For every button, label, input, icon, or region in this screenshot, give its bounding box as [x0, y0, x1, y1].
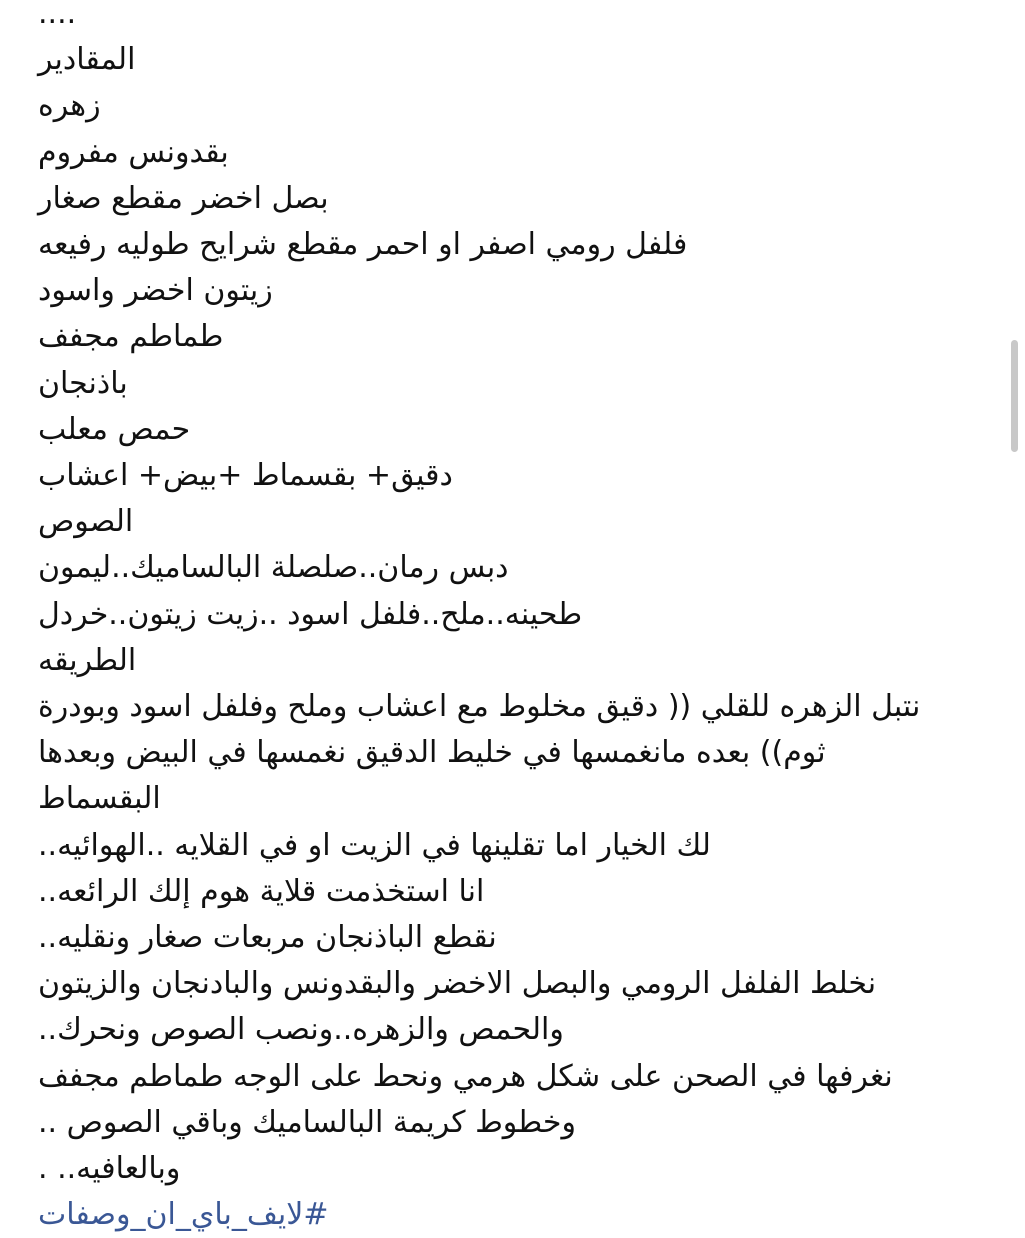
text-line: بصل اخضر مقطع صغار — [38, 180, 329, 216]
text-line: ثوم)) بعده مانغمسها في خليط الدقيق نغمسها في البيض وبعدها — [38, 735, 826, 771]
text-line: لك الخيار اما تقلينها في الزيت او في القلايه ..الهوائيه.. — [38, 827, 711, 863]
text-line: وبالعافيه.. . — [38, 1151, 181, 1187]
scrollbar-thumb[interactable] — [1011, 340, 1018, 452]
text-line: دقيق+ بقسماط +بيض+ اعشاب — [38, 458, 453, 494]
text-line: نقطع الباذنجان مربعات صغار ونقليه.. — [38, 920, 497, 956]
text-line: نخلط الفلفل الرومي والبصل الاخضر والبقدونس والبادنجان والزيتون — [38, 966, 877, 1002]
text-line: انا استخذمت قلاية هوم إلك الرائعه.. — [38, 873, 485, 909]
text-line: فلفل رومي اصفر او احمر مقطع شرايح طوليه رفيعه — [38, 227, 688, 263]
text-line: الصوص — [38, 504, 134, 540]
text-line: زيتون اخضر واسود — [38, 273, 273, 309]
text-line: المقادير — [38, 42, 136, 78]
text-line: طماطم مجفف — [38, 319, 224, 355]
text-line: نغرفها في الصحن على شكل هرمي ونحط على الوجه طماطم مجفف — [38, 1058, 893, 1094]
text-line: بقدونس مفروم — [38, 134, 229, 170]
text-line: والحمص والزهره..ونصب الصوص ونحرك.. — [38, 1012, 564, 1048]
text-line: طحينه..ملح..فلفل اسود ..زيت زيتون..خردل — [38, 596, 583, 632]
text-line: زهره — [38, 88, 101, 124]
text-line: الطريقه — [38, 642, 137, 678]
text-line: وخطوط كريمة البالساميك وباقي الصوص .. — [38, 1104, 576, 1140]
text-line: حمص معلب — [38, 411, 191, 447]
post-text — [38, 0, 948, 1238]
text-line: نتبل الزهره للقلي (( دقيق مخلوط مع اعشاب وملح وفلفل اسود وبودرة — [38, 689, 921, 725]
text-line: البقسماط — [38, 781, 161, 817]
text-line: .... — [38, 0, 77, 31]
hashtag-link[interactable]: #لايف_باي_ان_وصفات — [38, 1197, 329, 1233]
text-line: باذنجان — [38, 365, 128, 401]
text-line: دبس رمان..صلصلة البالساميك..ليمون — [38, 550, 509, 586]
